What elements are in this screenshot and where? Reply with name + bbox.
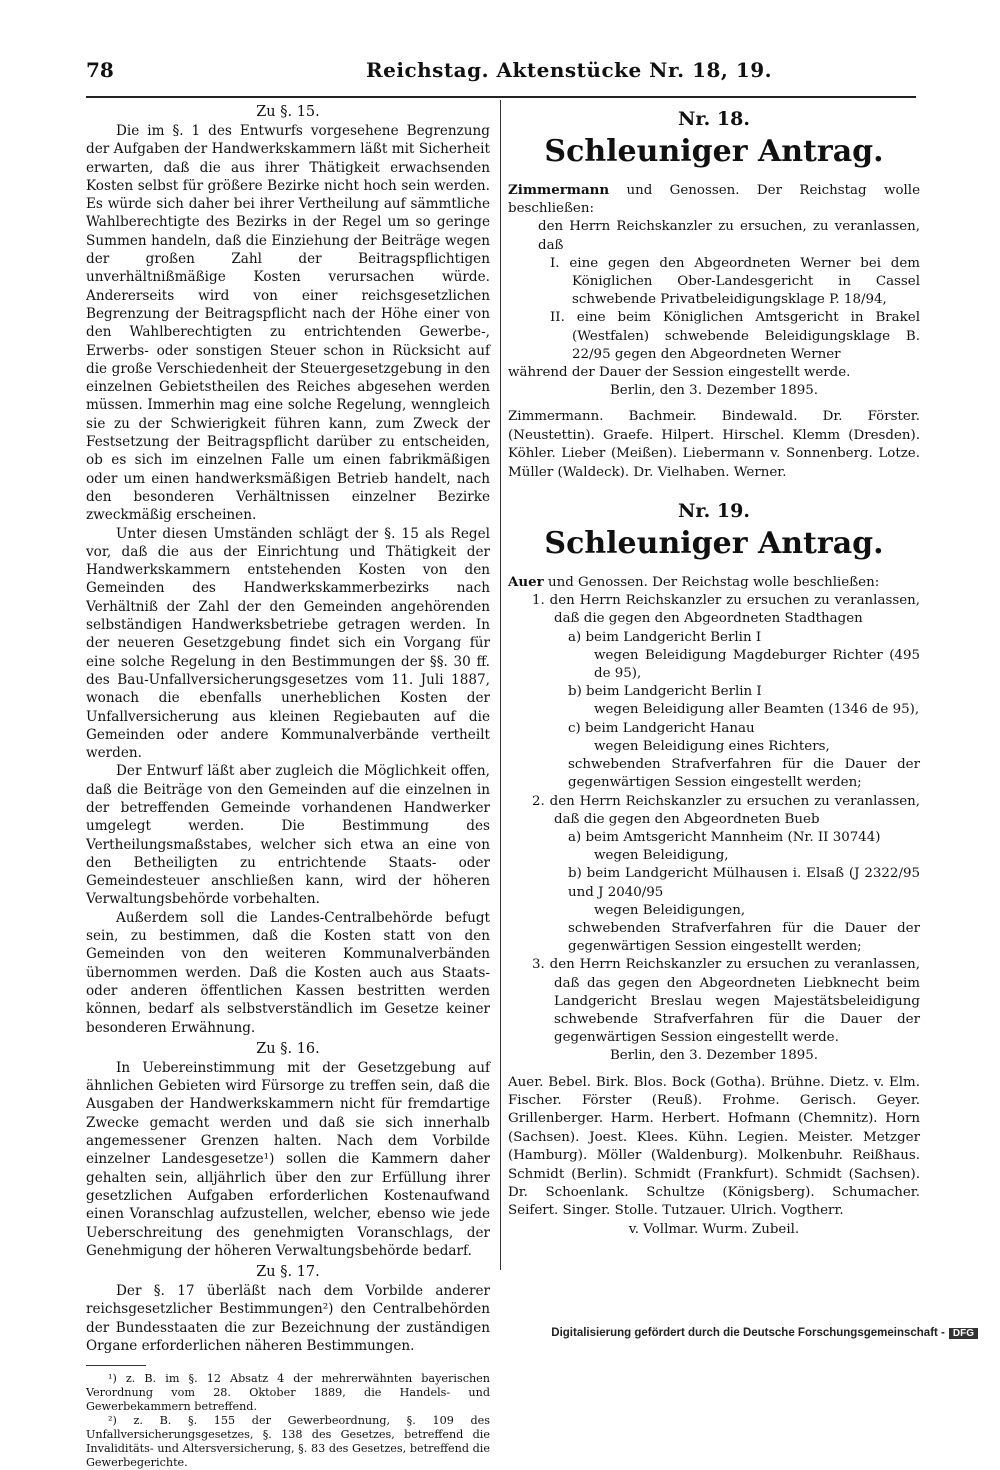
point-closing: schwebenden Strafverfahren für die Dauer der gegenwärtigen Session eingestellt werden; (568, 757, 920, 791)
motion-intro (508, 181, 920, 218)
motion-intro-text: und Genossen. Der Reichstag wolle beschließen: (543, 575, 880, 591)
point-closing: schwebenden Strafverfahren für die Dauer der gegenwärtigen Session eingestellt werden; (568, 920, 920, 955)
sub-item: a) beim Landgericht Berlin I (568, 629, 762, 645)
column-divider (500, 100, 501, 1270)
sub-item-detail: wegen Beleidigungen, (594, 902, 746, 918)
sub-item: c) beim Landgericht Hanau (568, 720, 755, 736)
motion-point-1: 1. den Herrn Reichskanzler zu ersuchen zu veranlassen, daß die gegen den Abgeordneten Stadthagen (532, 593, 920, 627)
dfg-logo: DFG (949, 1328, 978, 1339)
document-number-19: Nr. 19. (678, 500, 750, 523)
sub-item: a) beim Amtsgericht Mannheim (Nr. II 30744) (568, 829, 881, 845)
section-heading-17: Zu §. 17. (256, 1264, 320, 1281)
sub-item-detail: wegen Beleidigung, (594, 848, 729, 864)
right-column (508, 100, 920, 1239)
running-title: Reichstag. Aktenstücke Nr. 18, 19. (366, 58, 773, 82)
document-number-18: Nr. 18. (678, 108, 750, 130)
motion-point-2: 2. den Herrn Reichskanzler zu ersuchen zu veranlassen, daß die gegen den Abgeordneten Bueb (532, 793, 920, 827)
document-title-18: Schleuniger Antrag. (544, 134, 884, 169)
motion-request: den Herrn Reichskanzler zu ersuchen, zu veranlassen, daß (538, 219, 920, 253)
motion-closing: während der Dauer der Session eingestellt werde. (508, 365, 851, 381)
motion-item: I. eine gegen den Abgeordneten Werner bei dem Königlichen Ober-Landesgericht in Cassel schwebende Privatbeleidigungsklage P. 18/94, (550, 255, 920, 308)
page-number: 78 (86, 58, 114, 82)
paragraph: Die im §. 1 des Entwurfs vorgesehene Begrenzung der Aufgaben der Handwerkskammern läßt mit Sicherheit erwarten, daß die aus ihrer Thätigkeit erwachsenden Kosten selbst für größere Bezirke nicht hoch sein werden. Es würde sich daher bei ihrer Vertheilung auf sämmtliche Wahlberechtigte des Bezirks in der Regel um so geringe Summen handeln, daß die Einziehung der Beiträge wegen der großen Zahl der Beitragspflichtigen unverhältnißmäßige Kosten verursachen würde. Andererseits wird von einer reichsgesetzlichen Begrenzung der Beitragspflicht nach der Höhe einer von den Wahlberechtigten zu entrichtenden Gewerbe-, Erwerbs- oder sonstigen Steuer schon in Rücksicht auf die große Verschiedenheit der Steuergesetzgebung in den einzelnen Gebietstheilen des Reiches abgesehen werden müssen. Immerhin mag eine solche Regelung, wenngleich sie zu der Schwierigkeit führen kann, zum Zweck der Festsetzung der Beitragspflicht darüber zu entscheiden, ob es sich im einzelnen Falle um einen fabrikmäßigen oder um einen handwerksmäßigen Betrieb handelt, nach den besonderen Verhältnissen einzelner Bezirke zweckmäßig erscheinen. (86, 123, 490, 524)
motion-item: II. eine beim Königlichen Amtsgericht in Brakel (Westfalen) schwebende Beleidigungsklage B. 22/95 gegen den Abgeordneten Werner (550, 310, 920, 362)
sub-item-detail: wegen Beleidigung Magdeburger Richter (495 de 95), (594, 647, 920, 682)
motion-point-3: 3. den Herrn Reichskanzler zu ersuchen zu veranlassen, daß das gegen den Abgeordneten Liebknecht beim Landgericht Breslau wegen Majestätsbeleidigung schwebende Strafverfahren für die Dauer der gegenwärtigen Session eingestellt werde. (532, 957, 920, 1046)
sub-item-detail: wegen Beleidigung aller Beamten (1346 de 95), (594, 702, 920, 718)
digitization-credit (551, 1327, 978, 1339)
signatories-last-line: v. Vollmar. Wurm. Zubeil. (628, 1221, 800, 1237)
motion-intro (508, 573, 920, 592)
footnote-rule (86, 1365, 146, 1366)
sub-item: b) beim Landgericht Berlin I (568, 684, 762, 700)
sub-item: b) beim Landgericht Mülhausen i. Elsaß (J 2322/95 und J 2040/95 (568, 866, 920, 900)
paragraph: In Uebereinstimmung mit der Gesetzgebung auf ähnlichen Gebieten wird Fürsorge zu treffen sein, daß die Ausgaben der Handwerkskammern nicht für fremdartige Zwecke gemacht werden und daß sie sich innerhalb angemessener Grenzen halten. Nach dem Vorbilde einzelner Landesgesetze¹) sollen die Kammern daher gehalten sein, alljährlich über den zur Erfüllung ihrer gesetzlichen Aufgaben erforderlichen Kostenaufwand einen Voranschlag aufzustellen, welcher, ebenso wie jede Ueberschreitung des genehmigten Voranschlags, der Genehmigung der höheren Verwaltungsbehörde bedarf. (86, 1059, 490, 1259)
section-heading-16: Zu §. 16. (256, 1040, 320, 1057)
footnote-2: ²) z. B. §. 155 der Gewerbeordnung, §. 109 des Unfallversicherungsgesetzes, §. 138 des Gesetzes, betreffend die Invaliditäts- und Altersversicherung, §. 83 des Gesetzes, betreffend die Gewerbegerichte. (86, 1414, 490, 1470)
mover-name: Zimmermann (508, 182, 610, 198)
document-title-19: Schleuniger Antrag. (544, 526, 884, 562)
signatories: Auer. Bebel. Birk. Blos. Bock (Gotha). Brühne. Dietz. v. Elm. Fischer. Förster (Reuß). Frohme. Gerisch. Geyer. Grillenberger. Harm. Herbert. Hofmann (Chemnitz). Horn (Sachsen). Joest. Klees. Kühn. Legien. Meister. Metzger (Hamburg). Möller (Waldenburg). Molkenbuhr. Reißhaus. Schmidt (Berlin). Schmidt (Frankfurt). Schmidt (Sachsen). Dr. Schoenlank. Schultze (Königsberg). Schumacher. Seifert. Singer. Stolle. Tutzauer. Ulrich. Vogtherr. (508, 1074, 920, 1219)
header-rule (86, 96, 916, 98)
paragraph: Unter diesen Umständen schlägt der §. 15 als Regel vor, daß die aus der Einrichtung und Thätigkeit der Handwerkskammern entstehenden Kosten von den Gemeinden des Handwerkskammerbezirks nach Verhältniß der Zahl der den Gemeinden angehörenden selbständigen Handwerksbetriebe getragen werden. In der neueren Gesetzgebung findet sich ein Vorgang für eine solche Regelung in den Bestimmungen der §§. 30 ff. des Bau-Unfallversicherungsgesetzes vom 11. Juli 1887, wonach die ebenfalls unerheblichen Kosten der Unfallversicherung aus kleinen Regiebauten auf die Gemeinden oder andere Kommunalverbände vertheilt werden. (86, 525, 490, 762)
section-heading-15: Zu §. 15. (256, 104, 320, 120)
page-header (86, 58, 906, 90)
mover-name: Auer (508, 574, 544, 591)
motion-intro-text: und Genossen. Der Reichstag wolle beschließen: (508, 183, 920, 217)
paragraph: Der Entwurf läßt aber zugleich die Möglichkeit offen, daß die Beiträge von den Gemeinden auf die einzelnen in der betreffenden Gemeinde vorhandenen Handwerker umgelegt werden. Die Bestimmung des Vertheilungsmaßstabes, welcher sich etwa an eine von den Betheiligten zu entrichtende Staats- oder Gemeindesteuer anschließen kann, wird der höheren Verwaltungsbehörde vorbehalten. (86, 763, 490, 908)
footnote-1: ¹) z. B. im §. 12 Absatz 4 der mehrerwähnten bayerischen Verordnung vom 28. Oktober 1889, die Handels- und Gewerbekammern betreffend. (86, 1372, 490, 1414)
motion-date: Berlin, den 3. Dezember 1895. (609, 383, 819, 399)
signatories: Zimmermann. Bachmeir. Bindewald. Dr. Förster. (Neustettin). Graefe. Hilpert. Hirschel. Klemm (Dresden). Köhler. Lieber (Meißen). Liebermann v. Sonnenberg. Lotze. Müller (Waldeck). Dr. Vielhaben. Werner. (508, 409, 920, 480)
paragraph: Der §. 17 überläßt nach dem Vorbilde anderer reichsgesetzlicher Bestimmungen²) den Centralbehörden der Bundesstaaten die zur Bezeichnung der zuständigen Organe erforderlichen näheren Bestimmungen. (86, 1283, 490, 1354)
paragraph: Außerdem soll die Landes-Centralbehörde befugt sein, zu bestimmen, daß die Kosten statt von den Gemeinden von den weiteren Kommunalverbänden übernommen werden. Daß die Kosten auch aus Staats- oder anderen öffentlichen Kassen bestritten werden können, bedarf als selbstverständlich im Gesetze keiner besonderen Erwähnung. (86, 909, 490, 1036)
sub-item-detail: wegen Beleidigung eines Richters, (594, 738, 830, 754)
left-column (86, 100, 490, 1470)
motion-date: Berlin, den 3. Dezember 1895. (609, 1048, 819, 1064)
credit-text: Digitalisierung gefördert durch die Deutsche Forschungsgemeinschaft - (551, 1327, 945, 1339)
